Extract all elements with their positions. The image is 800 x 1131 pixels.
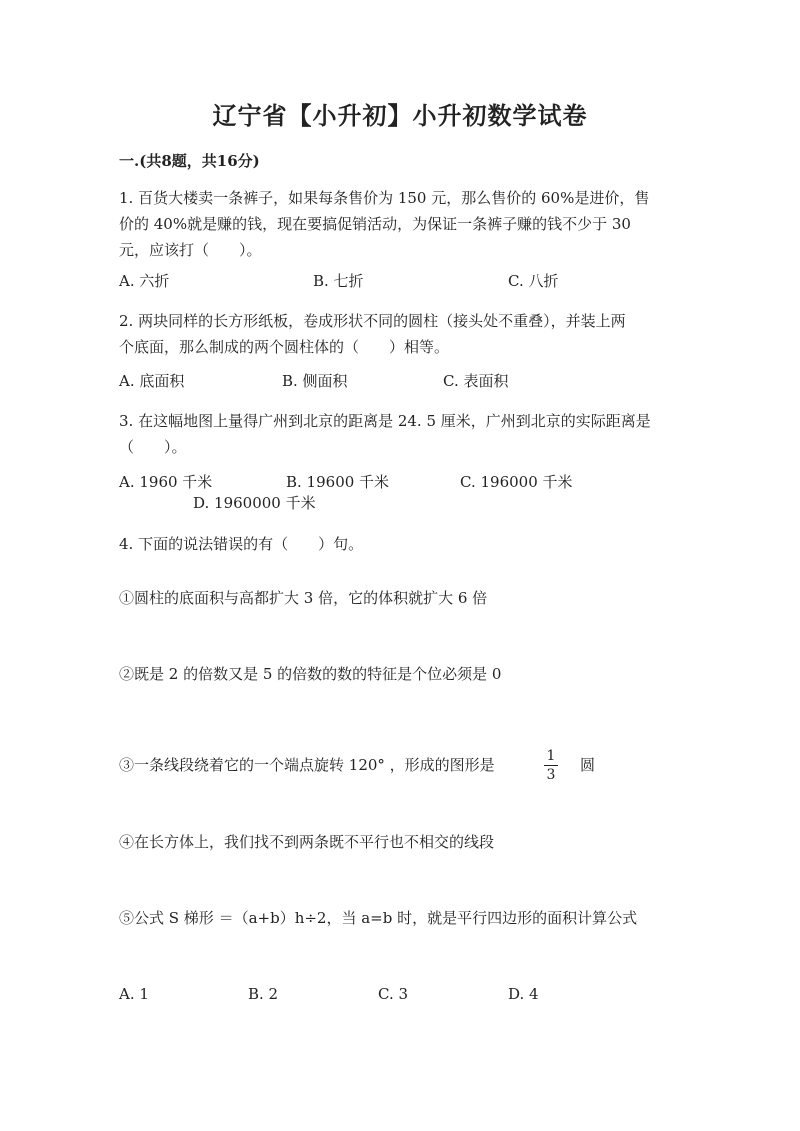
question-3-line-2: （ ）。 bbox=[119, 438, 187, 456]
question-1-option-a: A. 六折 bbox=[119, 272, 170, 290]
question-3-option-a: A. 1960 千米 bbox=[119, 473, 213, 491]
question-4-option-c: C. 3 bbox=[378, 985, 409, 1003]
question-1-line-3: 元，应该打（ ）。 bbox=[119, 241, 262, 259]
fraction-bar bbox=[544, 765, 558, 766]
statement-3-text: ③一条线段绕着它的一个端点旋转 120° ，形成的图形是 bbox=[119, 756, 495, 774]
fraction-numerator: 1 bbox=[546, 748, 556, 764]
fraction-denominator: 3 bbox=[546, 767, 556, 783]
statement-5: ⑤公式 S 梯形 ＝（a+b）h÷2，当 a=b 时，就是平行四边形的面积计算公式 bbox=[119, 909, 638, 927]
question-3-option-b: B. 19600 千米 bbox=[286, 473, 390, 491]
question-4-stem: 4. 下面的说法错误的有（ ）句。 bbox=[119, 535, 364, 553]
question-4-option-b: B. 2 bbox=[248, 985, 279, 1003]
statement-3-suffix: 圆 bbox=[580, 756, 596, 774]
question-1-line-1: 1. 百货大楼卖一条裤子，如果每条售价为 150 元，那么售价的 60%是进价，售 bbox=[119, 189, 650, 207]
question-2-option-a: A. 底面积 bbox=[119, 372, 185, 390]
fraction-one-third bbox=[544, 748, 558, 783]
question-2-option-b: B. 侧面积 bbox=[282, 372, 348, 390]
question-2-line-1: 2. 两块同样的长方形纸板，卷成形状不同的圆柱（接头处不重叠），并装上两 bbox=[119, 312, 626, 330]
section-heading: 一.(共8题，共16分) bbox=[119, 152, 260, 170]
question-3-line-1: 3. 在这幅地图上量得广州到北京的距离是 24. 5 厘米，广州到北京的实际距离是 bbox=[119, 412, 651, 430]
question-1-option-b: B. 七折 bbox=[313, 272, 364, 290]
statement-1: ①圆柱的底面积与高都扩大 3 倍，它的体积就扩大 6 倍 bbox=[119, 589, 488, 607]
question-4-option-d: D. 4 bbox=[508, 985, 539, 1003]
question-2-line-2: 个底面，那么制成的两个圆柱体的（ ）相等。 bbox=[119, 338, 450, 356]
question-3-option-c: C. 196000 千米 bbox=[460, 473, 573, 491]
question-1-line-2: 价的 40%就是赚的钱，现在要搞促销活动，为保证一条裤子赚的钱不少于 30 bbox=[119, 215, 631, 233]
question-1-option-c: C. 八折 bbox=[508, 272, 559, 290]
question-3-option-d: D. 1960000 千米 bbox=[193, 494, 316, 512]
question-2-option-c: C. 表面积 bbox=[443, 372, 509, 390]
statement-4: ④在长方体上，我们找不到两条既不平行也不相交的线段 bbox=[119, 833, 495, 851]
statement-2: ②既是 2 的倍数又是 5 的倍数的数的特征是个位必须是 0 bbox=[119, 665, 502, 683]
question-4-option-a: A. 1 bbox=[119, 985, 149, 1003]
page-title: 辽宁省【小升初】小升初数学试卷 bbox=[212, 101, 588, 130]
